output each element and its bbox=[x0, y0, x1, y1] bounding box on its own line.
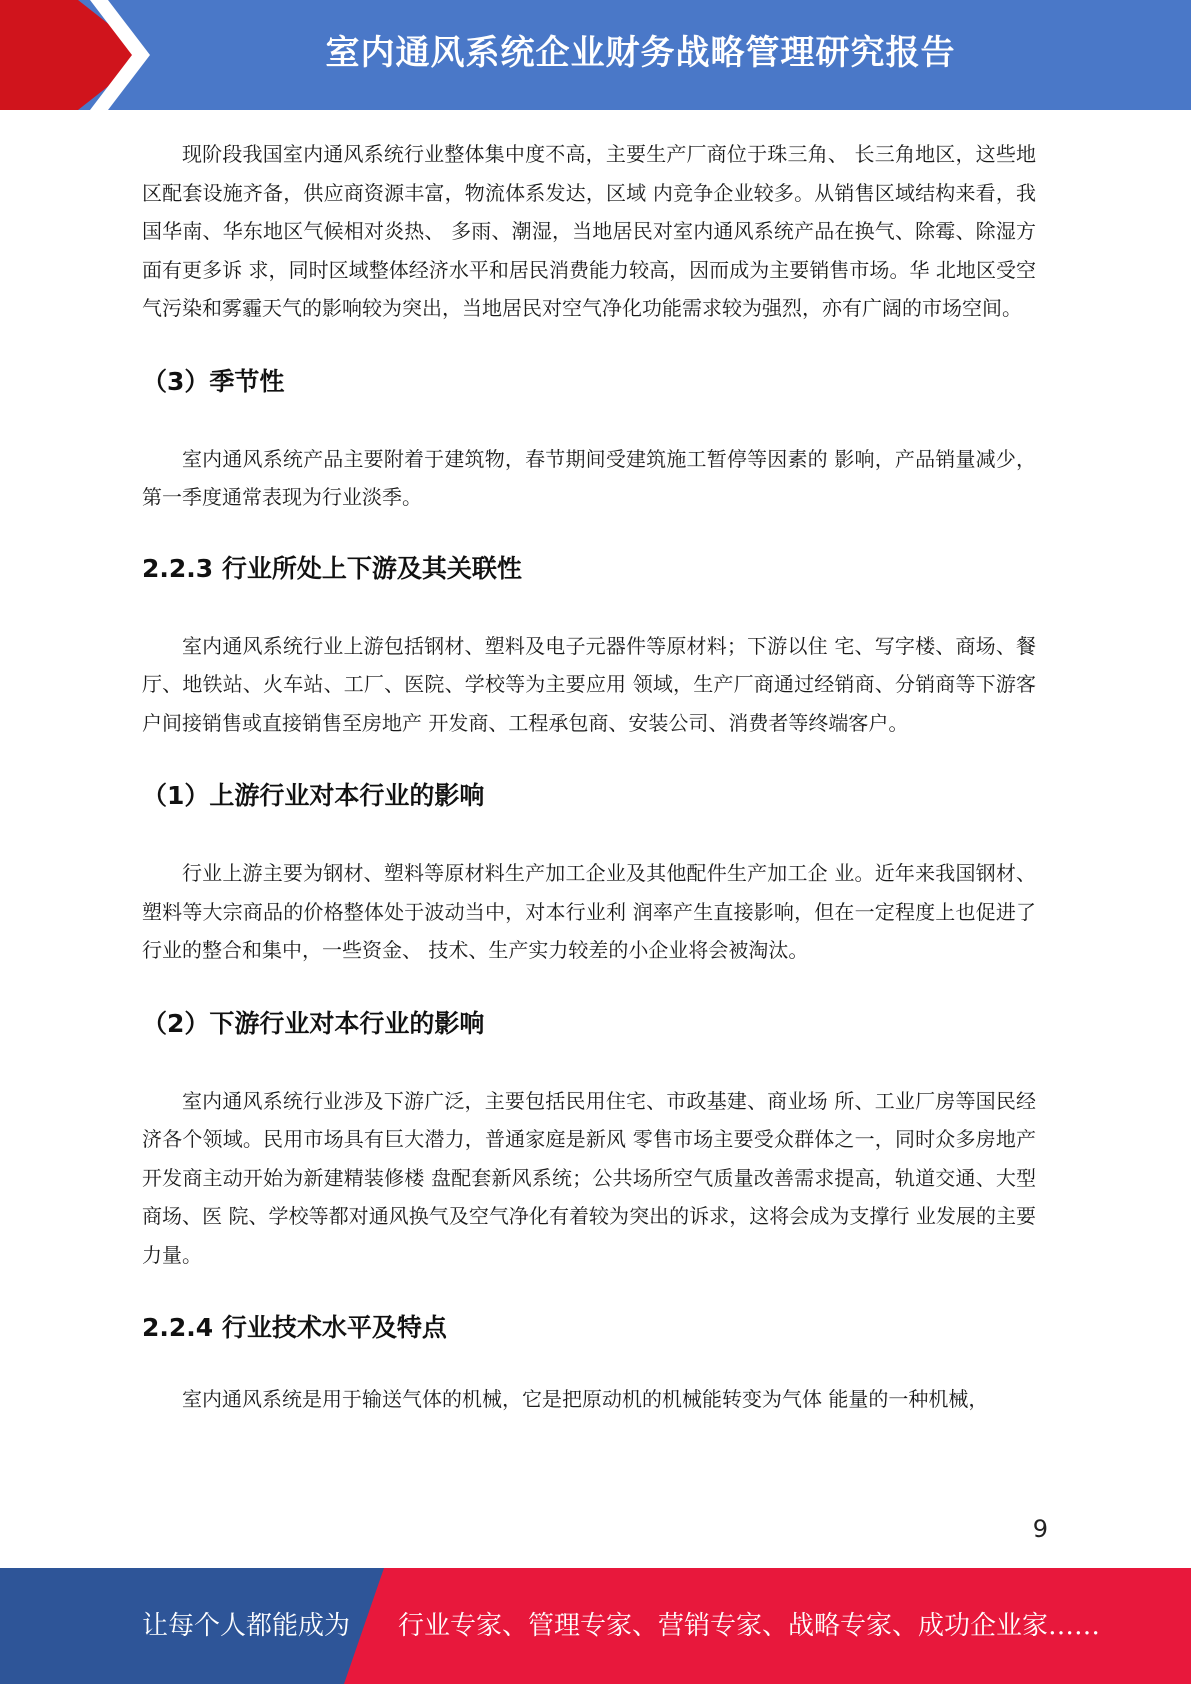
paragraph-downstream-impact: 室内通风系统行业涉及下游广泛，主要包括民用住宅、市政基建、商业场 所、工业厂房等国民经济各个领域。民用市场具有巨大潜力，普通家庭是新风 零售市场主要受众群体之一，同时众多房地产开发商主动开始为新建精装修楼 盘配套新风系统；公共场所空气质量改善需求提高，轨道交通、大型商场、医 院、学校等都对通风换气及空气净化有着较为突出的诉求，这将会成为支撑行 业发展的主要力量。 bbox=[142, 1088, 1036, 1267]
heading-downstream-impact: （2）下游行业对本行业的影响 bbox=[142, 1008, 485, 1038]
paragraph-upstream-downstream: 室内通风系统行业上游包括钢材、塑料及电子元器件等原材料；下游以住 宅、写字楼、商场、餐厅、地铁站、火车站、工厂、医院、学校等为主要应用 领域，生产厂商通过经销商、分销商等下游客户间接销售或直接销售至房地产 开发商、工程承包商、安装公司、消费者等终端客户。 bbox=[142, 633, 1036, 735]
main-content bbox=[142, 135, 1036, 1419]
paragraph-seasonality: 室内通风系统产品主要附着于建筑物，春节期间受建筑施工暂停等因素的 影响，产品销量减少，第一季度通常表现为行业淡季。 bbox=[142, 446, 1036, 509]
header-banner bbox=[0, 0, 1191, 110]
heading-section-2-2-3: 2.2.3 行业所处上下游及其关联性 bbox=[142, 553, 522, 583]
paragraph-upstream-impact: 行业上游主要为钢材、塑料等原材料生产加工企业及其他配件生产加工企 业。近年来我国钢材、塑料等大宗商品的价格整体处于波动当中，对本行业利 润率产生直接影响，但在一定程度上也促进了行业的整合和集中，一些资金、 技术、生产实力较差的小企业将会被淘汰。 bbox=[142, 861, 1036, 962]
heading-upstream-impact: （1）上游行业对本行业的影响 bbox=[142, 781, 485, 810]
page-number: 9 bbox=[1032, 1515, 1048, 1543]
footer-slogan-left: 让每个人都能成为 bbox=[142, 1611, 351, 1641]
footer-slogan-right: 行业专家、管理专家、营销专家、战略专家、成功企业家…… bbox=[398, 1611, 1101, 1641]
heading-section-2-2-4: 2.2.4 行业技术水平及特点 bbox=[142, 1313, 447, 1342]
paragraph-regional-structure: 现阶段我国室内通风系统行业整体集中度不高，主要生产厂商位于珠三角、 长三角地区，这些地区配套设施齐备，供应商资源丰富，物流体系发达，区域 内竞争企业较多。从销售区域结构来看，我国华南、华东地区气候相对炎热、 多雨、潮湿，当地居民对室内通风系统产品在换气、除霉、除湿方面有更多诉 求，同时区域整体经济水平和居民消费能力较高，因而成为主要销售市场。华 北地区受空气污染和雾霾天气的影响较为突出，当地居民对空气净化功能需求较为强烈，亦有广阔的市场空间。 bbox=[142, 142, 1036, 320]
report-title: 室内通风系统企业财务战略管理研究报告 bbox=[325, 33, 956, 73]
heading-seasonality: （3）季节性 bbox=[142, 366, 285, 396]
header-arrow-decoration bbox=[0, 0, 150, 110]
footer-banner bbox=[0, 1568, 1191, 1684]
paragraph-technology-level: 室内通风系统是用于输送气体的机械，它是把原动机的机械能转变为气体 能量的一种机械， bbox=[182, 1387, 989, 1411]
